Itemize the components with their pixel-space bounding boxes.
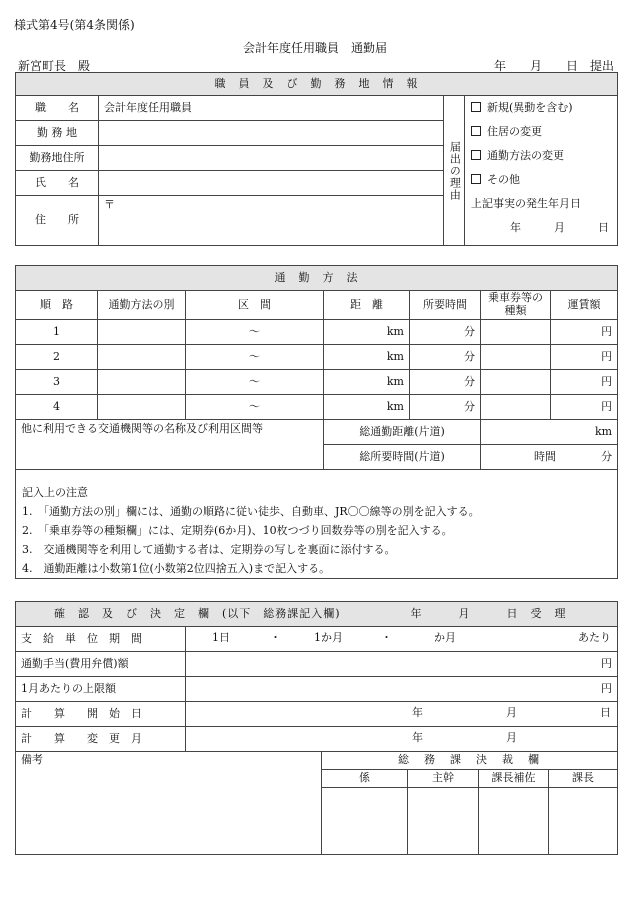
col-fare: 運賃額	[551, 291, 618, 320]
calc-start-day: 日	[600, 706, 612, 719]
calc-change-field[interactable]	[186, 727, 618, 752]
workplace-address-field[interactable]	[99, 146, 444, 171]
allowance-label: 通勤手当(費用弁償)額	[16, 652, 186, 677]
period-1day[interactable]: 1日	[212, 631, 230, 644]
other-transport-field[interactable]	[16, 420, 324, 470]
method-field[interactable]	[98, 320, 186, 345]
period-label: 支 給 単 位 期 間	[16, 627, 186, 652]
distance-field[interactable]: km	[324, 320, 410, 345]
note-item: 4. 通勤距離は小数第1位(小数第2位四捨五入)まで記入する。	[22, 562, 331, 575]
notes-title: 記入上の注意	[22, 486, 88, 499]
checkbox-icon[interactable]	[471, 126, 481, 136]
occurrence-label: 上記事実の発生年月日	[471, 197, 581, 210]
section2-heading: 通 勤 方 法	[16, 266, 618, 291]
fare-field[interactable]: 円	[551, 395, 618, 420]
allowance-field[interactable]: 円	[186, 652, 618, 677]
route-no: 1	[16, 320, 98, 345]
table-row	[16, 395, 618, 420]
route-no: 2	[16, 345, 98, 370]
remarks-label: 備考	[21, 753, 43, 766]
limit-field[interactable]: 円	[186, 677, 618, 702]
calc-start-month: 月	[506, 706, 517, 719]
time-field[interactable]: 分	[410, 345, 481, 370]
submit-date: 年 月 日 提出	[493, 59, 614, 73]
section-field[interactable]: 〜	[186, 320, 324, 345]
checkbox-icon[interactable]	[471, 102, 481, 112]
approval-col: 主幹	[408, 770, 479, 788]
calc-change-label: 計 算 変 更 月	[16, 727, 186, 752]
approval-heading: 総 務 課 決 裁 欄	[322, 752, 618, 770]
period-months[interactable]: か月	[434, 631, 456, 644]
period-dot: ・	[381, 631, 392, 644]
distance-field[interactable]: km	[324, 345, 410, 370]
note-item: 1. 「通勤方法の別」欄には、通勤の順路に従い徒歩、自動車、JR〇〇線等の別を記入する。	[22, 505, 480, 518]
col-route: 順 路	[16, 291, 98, 320]
route-no: 3	[16, 370, 98, 395]
reason-new[interactable]: 新規(異動を含む)	[471, 100, 611, 124]
method-field[interactable]	[98, 395, 186, 420]
remarks-field[interactable]	[16, 752, 322, 855]
address-field[interactable]	[99, 196, 444, 246]
table-row	[16, 370, 618, 395]
reason-cell	[465, 96, 618, 246]
approval-col: 課長	[549, 770, 618, 788]
ticket-field[interactable]	[481, 320, 551, 345]
col-ticket: 乗車券等の種類	[481, 291, 551, 320]
total-distance-field[interactable]: km	[481, 420, 618, 445]
checkbox-icon[interactable]	[471, 150, 481, 160]
time-field[interactable]: 分	[410, 395, 481, 420]
approval-stamp-box[interactable]	[408, 788, 479, 855]
method-field[interactable]	[98, 345, 186, 370]
addressee: 新宮町長 殿	[18, 59, 91, 73]
section3-heading: 確 認 及 び 決 定 欄 (以下 総務課記入欄) 年 月 日 受 理	[16, 602, 618, 627]
period-per: あたり	[578, 631, 612, 644]
fare-field[interactable]: 円	[551, 320, 618, 345]
approval-stamp-box[interactable]	[549, 788, 618, 855]
other-transport-label: 他に利用できる交通機関等の名称及び利用区間等	[21, 422, 263, 435]
ticket-field[interactable]	[481, 345, 551, 370]
table-row	[16, 345, 618, 370]
time-field[interactable]: 分	[410, 320, 481, 345]
calc-change-year: 年	[412, 731, 423, 744]
ticket-field[interactable]	[481, 370, 551, 395]
workplace-label: 勤 務 地	[16, 121, 99, 146]
section-field[interactable]: 〜	[186, 370, 324, 395]
col-distance: 距 離	[324, 291, 410, 320]
employee-info-table	[15, 72, 618, 246]
name-label: 氏 名	[16, 171, 99, 196]
approval-col: 課長補佐	[479, 770, 549, 788]
workplace-field[interactable]	[99, 121, 444, 146]
reason-label: 届出の理由	[448, 140, 462, 201]
reason-residence[interactable]: 住居の変更	[471, 124, 611, 148]
ticket-field[interactable]	[481, 395, 551, 420]
calc-change-month: 月	[506, 731, 517, 744]
total-distance-label: 総通勤距離(片道)	[324, 420, 481, 445]
period-field[interactable]	[186, 627, 618, 652]
section1-heading: 職 員 及 び 勤 務 地 情 報	[16, 73, 618, 96]
col-section: 区 間	[186, 291, 324, 320]
distance-field[interactable]: km	[324, 395, 410, 420]
decision-table	[15, 601, 618, 855]
reason-commute[interactable]: 通勤方法の変更	[471, 148, 611, 172]
table-row	[16, 320, 618, 345]
route-no: 4	[16, 395, 98, 420]
section-field[interactable]: 〜	[186, 345, 324, 370]
position-label: 職 名	[16, 96, 99, 121]
position-field[interactable]: 会計年度任用職員	[99, 96, 444, 121]
total-time-label: 総所要時間(片道)	[324, 445, 481, 470]
col-time: 所要時間	[410, 291, 481, 320]
received-date: 年 月 日 受 理	[410, 606, 567, 620]
note-item: 3. 交通機関等を利用して通勤する者は、定期券の写しを裏面に添付する。	[22, 543, 396, 556]
reason-other[interactable]: その他	[471, 172, 611, 196]
fare-field[interactable]: 円	[551, 345, 618, 370]
workplace-address-label: 勤務地住所	[16, 146, 99, 171]
page-title: 会計年度任用職員 通勤届	[242, 41, 387, 55]
calc-start-label: 計 算 開 始 日	[16, 702, 186, 727]
calc-start-field[interactable]	[186, 702, 618, 727]
total-time-hours: 時間	[534, 449, 556, 463]
checkbox-icon[interactable]	[471, 174, 481, 184]
approval-stamp-box[interactable]	[322, 788, 408, 855]
col-method: 通勤方法の別	[98, 291, 186, 320]
period-1month[interactable]: 1か月	[314, 631, 343, 644]
occurrence-date[interactable]: 年 月 日	[510, 221, 609, 234]
total-time-field[interactable]	[481, 445, 618, 470]
calc-start-year: 年	[412, 706, 423, 719]
approval-col: 係	[322, 770, 408, 788]
section-field[interactable]: 〜	[186, 395, 324, 420]
method-field[interactable]	[98, 370, 186, 395]
total-time-minutes: 分	[601, 449, 613, 463]
reason-label-cell	[444, 96, 465, 246]
address-label: 住 所	[16, 196, 99, 246]
postal-mark: 〒	[104, 198, 115, 211]
name-field[interactable]	[99, 171, 444, 196]
approval-stamp-box[interactable]	[479, 788, 549, 855]
note-item: 2. 「乗車券等の種類欄」には、定期券(6か月)、10枚つづり回数券等の別を記入する。	[22, 524, 453, 537]
period-dot: ・	[270, 631, 281, 644]
limit-label: 1月あたりの上限額	[16, 677, 186, 702]
form-number: 様式第4号(第4条関係)	[14, 18, 135, 32]
distance-field[interactable]: km	[324, 370, 410, 395]
fare-field[interactable]: 円	[551, 370, 618, 395]
time-field[interactable]: 分	[410, 370, 481, 395]
